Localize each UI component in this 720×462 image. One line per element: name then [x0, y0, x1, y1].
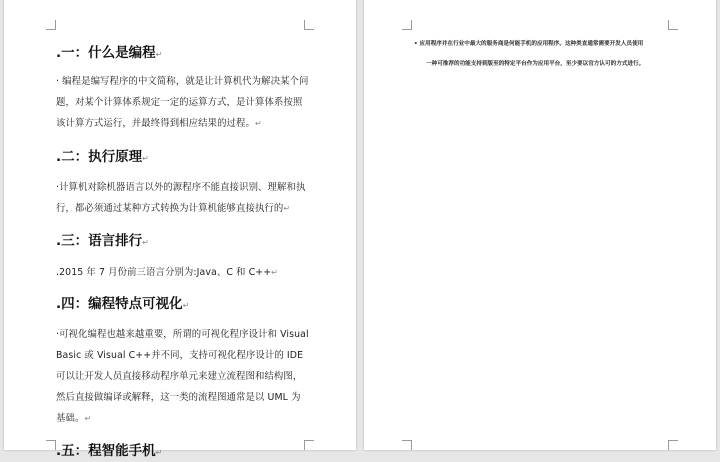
section-heading-2: .二：执行原理↵	[56, 149, 149, 165]
right-line-2: 一种可推荐的功能支持到版至的特定平台作为应用平台，至少要以官方认可的方式进行。	[426, 61, 645, 67]
crop-mark-top-left	[402, 20, 412, 30]
crop-mark-top-right	[304, 20, 314, 30]
crop-mark-bottom-left	[46, 440, 56, 450]
page-text-body[interactable]	[56, 44, 312, 462]
crop-mark-bottom-right	[668, 440, 678, 450]
crop-mark-top-left	[46, 20, 56, 30]
document-page-right	[364, 0, 716, 450]
section-paragraph-1: · 编程是编写程序的中文简称，就是让计算机代为解决某个问 题，对某个计算体系规定一定的运算方式，是计算体系按照 该计算方式运行，并最终得到相应结果的过程。↵	[56, 76, 309, 129]
section-paragraph-2: ·计算机对除机器语言以外的源程序不能直接识别、理解和执 行，都必须通过某种方式转换为计算机能够直接执行的↵	[56, 182, 306, 214]
document-page-left	[4, 0, 356, 459]
crop-mark-top-right	[668, 20, 678, 30]
section-heading-4: .四：编程特点可视化↵	[56, 296, 190, 312]
section-heading-5: .五：程智能手机↵	[56, 443, 163, 459]
section-paragraph-3: .2015 年 7 月份前三语言分别为:Java、C 和 C++↵	[56, 267, 278, 278]
page-text-body-right[interactable]	[414, 34, 674, 74]
right-line-1: • 应用程序并在行业中最大的服务商是何能手机的应用程序。这种类直通常需要开发人员使用	[414, 41, 644, 47]
section-paragraph-4: ·可视化编程也越来越重要，所谓的可视化程序设计和 Visual Basic 或 Visual C++并不同，支持可视化程序设计的 IDE 可以让开发人员直接移动程序单元来建立流程图和结构图， 然后直接做编译或解释，这一类的流程图通常是以 UML 为 基础。↵	[56, 329, 309, 424]
section-heading-1: .一：什么是编程↵	[56, 45, 163, 61]
section-heading-3: .三：语言排行↵	[56, 233, 149, 249]
crop-mark-bottom-left	[402, 440, 412, 450]
